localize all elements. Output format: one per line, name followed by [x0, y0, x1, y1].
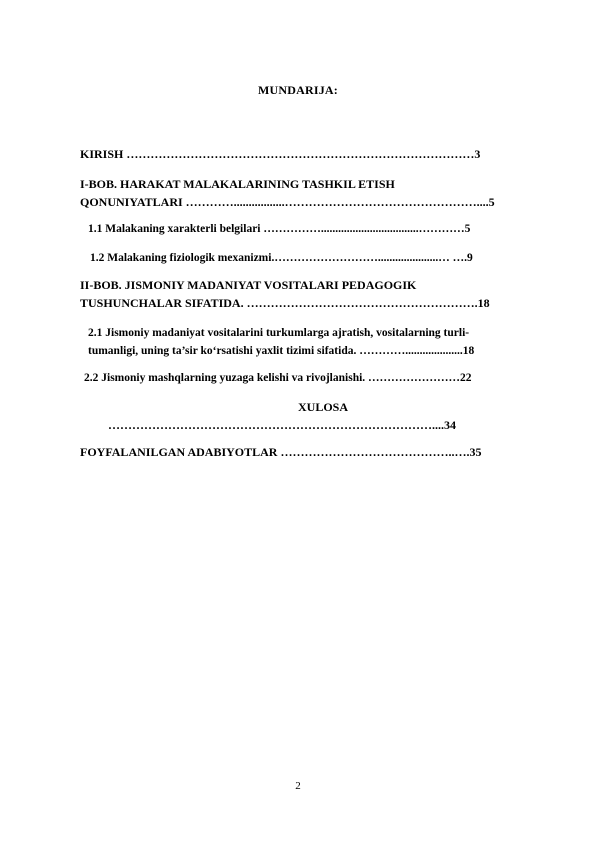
toc-entry-chapter-2: [80, 276, 560, 312]
toc-entry-line: 2.1 Jismoniy madaniyat vositalarini turkumlarga ajratish, vositalarning turli-: [88, 327, 470, 339]
toc-entry-line: 1.1 Malakaning xarakterli belgilari ……………..................................…………5: [88, 223, 471, 235]
toc-entry-line: I-BOB. HARAKAT MALAKALARINING TASHKIL ETISH: [80, 177, 395, 191]
toc-entry-line: XULOSA: [297, 400, 348, 414]
toc-entry-chapter-1: [80, 175, 560, 211]
toc-entry-line: TUSHUNCHALAR SIFATIDA. ………………………………………………….18: [80, 296, 490, 310]
toc-entry-2-1: [88, 324, 568, 360]
toc-entry-1-1: [88, 220, 568, 238]
toc-entry-line: 1.2 Malakaning fiziologik mexanizmi.……………………….....................… ….9: [90, 252, 473, 264]
toc-entry-references: [80, 443, 560, 461]
toc-entry-line: QONUNIYATLARI ………….................…………………………………………....5: [80, 195, 495, 209]
page-number: 2: [295, 780, 301, 792]
toc-entry-line: ………………………………………………………………………....34: [108, 418, 456, 432]
page-title: MUNDARIJA:: [258, 83, 338, 97]
toc-entry-kirish: [80, 145, 560, 163]
toc-entry-line: FOYFALANILGAN ADABIYOTLAR ……………………………………..….35: [80, 445, 482, 459]
toc-entry-1-2: [90, 249, 570, 267]
toc-entry-xulosa: [108, 398, 538, 434]
toc-entry-line: 2.2 Jismoniy mashqlarning yuzaga kelishi va rivojlanishi. ……………………22: [84, 372, 472, 384]
toc-entry-2-2: [84, 369, 564, 387]
toc-entry-line: KIRISH ……………………………………………………………………………3: [80, 147, 481, 161]
toc-entry-line: II-BOB. JISMONIY MADANIYAT VOSITALARI PEDAGOGIK: [80, 278, 417, 292]
toc-entry-line: tumanligi, uning ta’sir ko‘rsatishi yaxlit tizimi sifatida. …………....................18: [88, 345, 475, 357]
